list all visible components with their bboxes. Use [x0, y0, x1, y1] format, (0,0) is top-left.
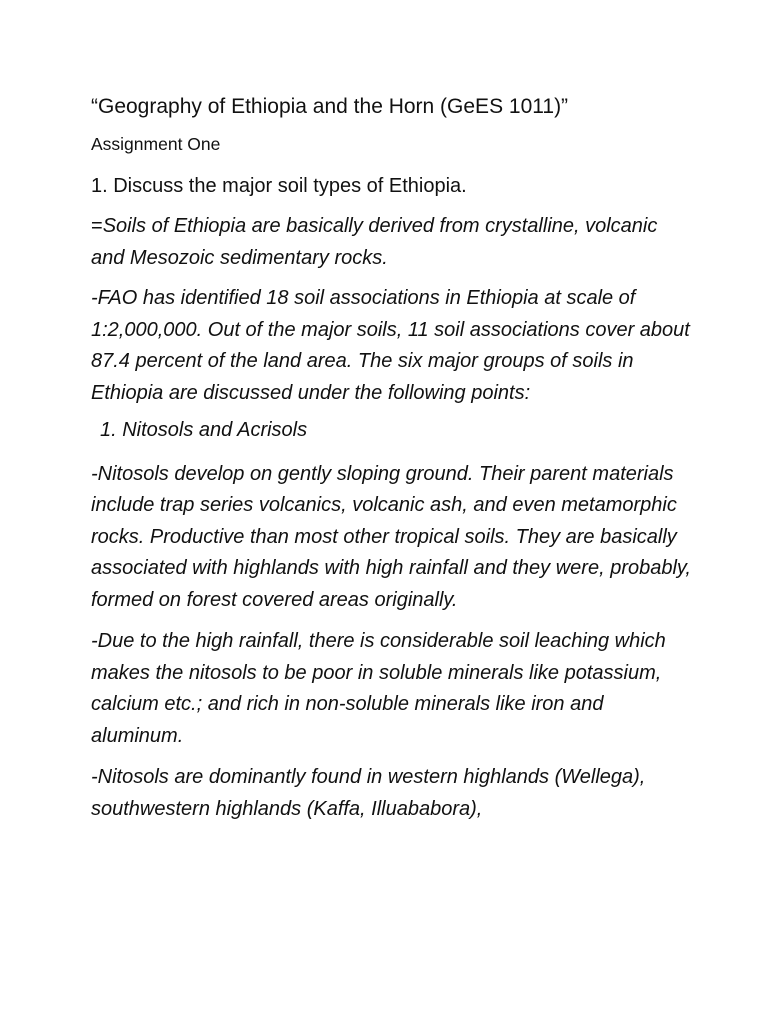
section-heading-nitosols: 1. Nitosols and Acrisols: [100, 419, 308, 441]
paragraph-distribution: -Nitosols are dominantly found in western highlands (Wellega), southwestern highlands (Kaffa, Illuababora),: [91, 766, 646, 820]
paragraph-nitosols-development: -Nitosols develop on gently sloping ground. Their parent materials include trap series volcanics, volcanic ash, and even metamorphic rocks. Productive than most other tropical soils. They are basically associated with highlands with high rainfall and they were, probably, formed on forest covered areas originally.: [91, 462, 691, 611]
answer-prefix: =: [91, 215, 103, 237]
answer-intro-text: Soils of Ethiopia are basically derived from crystalline, volcanic and Mesozoic sedimentary rocks.: [91, 215, 658, 269]
assignment-subtitle: Assignment One: [91, 134, 221, 154]
document-content: [91, 90, 691, 825]
paragraph-leaching: -Due to the high rainfall, there is considerable soil leaching which makes the nitosols to be poor in soluble minerals like potassium, calcium etc.; and rich in non-soluble minerals like iron and aluminum.: [91, 630, 666, 747]
document-title: “Geography of Ethiopia and the Horn (GeES 1011)”: [91, 95, 569, 118]
question-text: 1. Discuss the major soil types of Ethiopia.: [91, 175, 467, 197]
answer-intro: [91, 211, 691, 274]
paragraph-fao: -FAO has identified 18 soil associations in Ethiopia at scale of 1:2,000,000. Out of the major soils, 11 soil associations cover about 87.4 percent of the land area. The six major groups of soils in Ethiopia are discussed under the following points:: [91, 287, 690, 404]
